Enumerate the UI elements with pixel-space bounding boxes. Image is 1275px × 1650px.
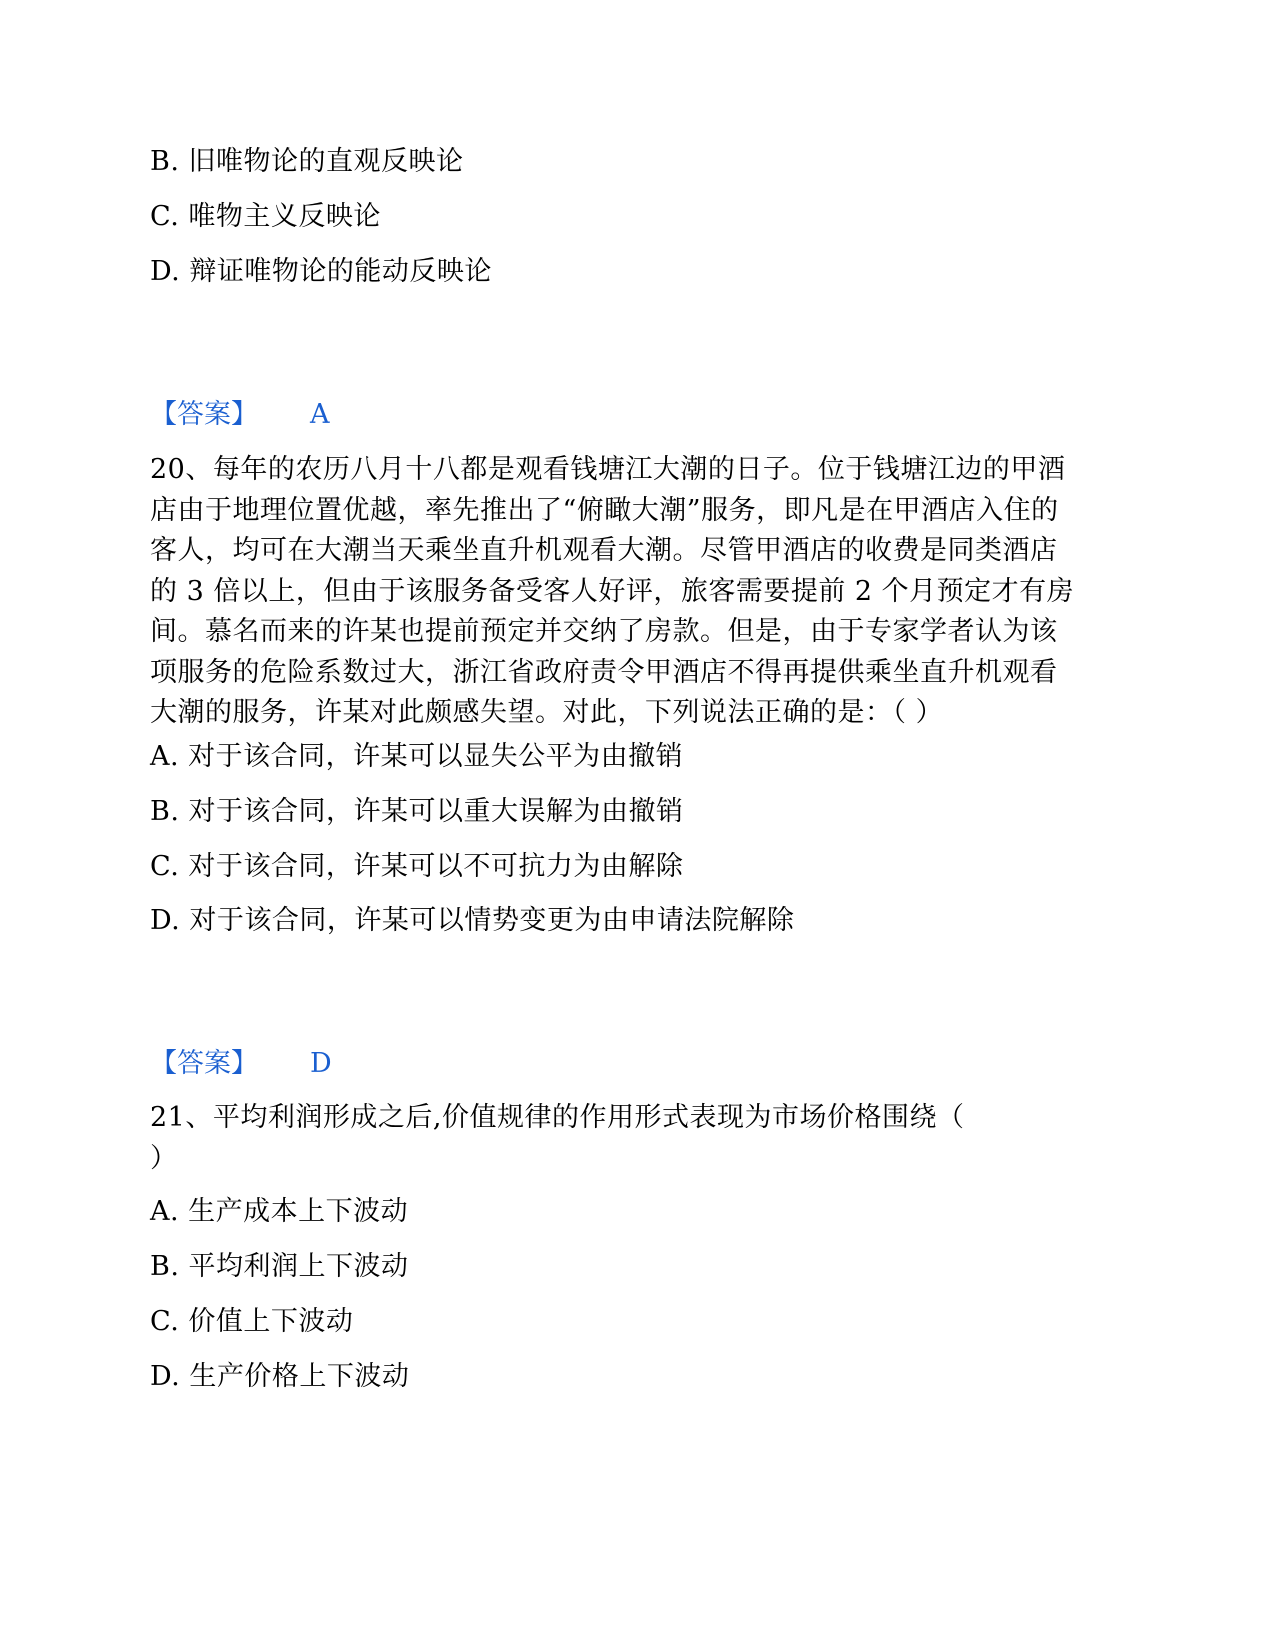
q20-stem-line: 20、每年的农历八月十八都是观看钱塘江大潮的日子。位于钱塘江边的甲酒 xyxy=(150,454,1066,485)
q21-option-d: D. 生产价格上下波动 xyxy=(150,1361,410,1392)
q21-stem-line: 21、平均利润形成之后,价值规律的作用形式表现为市场价格围绕（ xyxy=(150,1102,965,1133)
q19-option-d: D. 辩证唯物论的能动反映论 xyxy=(150,256,492,287)
q21-option-c: C. 价值上下波动 xyxy=(150,1306,354,1337)
q21-option-a: A. 生产成本上下波动 xyxy=(150,1196,409,1227)
q19-option-c: C. 唯物主义反映论 xyxy=(150,201,381,232)
answer-label: 【答案】 xyxy=(150,399,258,430)
q20-option-a: A. 对于该合同，许某可以显失公平为由撤销 xyxy=(150,741,684,772)
q21-option-b: B. 平均利润上下波动 xyxy=(150,1251,409,1282)
q20-stem-line: 的 3 倍以上，但由于该服务备受客人好评，旅客需要提前 2 个月预定才有房 xyxy=(150,575,1075,607)
q20-stem-line: 客人，均可在大潮当天乘坐直升机观看大潮。尽管甲酒店的收费是同类酒店 xyxy=(150,535,1058,566)
q20-option-d: D. 对于该合同，许某可以情势变更为由申请法院解除 xyxy=(150,905,795,936)
q20-stem-line: 项服务的危险系数过大，浙江省政府责令甲酒店不得再提供乘坐直升机观看 xyxy=(150,656,1058,688)
answer-value: A xyxy=(310,399,330,430)
answer-20 xyxy=(150,1044,332,1084)
answer-value: D xyxy=(310,1048,332,1079)
q20-stem-line: 店由于地理位置优越，率先推出了“俯瞰大潮”服务，即凡是在甲酒店入住的 xyxy=(150,494,1059,526)
q20-option-b: B. 对于该合同，许某可以重大误解为由撤销 xyxy=(150,796,684,827)
q20-stem-line: 大潮的服务，许某对此颇感失望。对此，下列说法正确的是：（ ） xyxy=(150,697,944,728)
answer-19 xyxy=(150,395,330,435)
q20-stem xyxy=(150,450,1110,734)
q21-stem xyxy=(150,1098,1110,1179)
q19-option-b: B. 旧唯物论的直观反映论 xyxy=(150,146,464,177)
q21-stem-line: ） xyxy=(150,1142,178,1174)
q20-option-c: C. 对于该合同，许某可以不可抗力为由解除 xyxy=(150,851,684,882)
answer-label: 【答案】 xyxy=(150,1048,258,1079)
q20-stem-line: 间。慕名而来的许某也提前预定并交纳了房款。但是，由于专家学者认为该 xyxy=(150,616,1058,647)
